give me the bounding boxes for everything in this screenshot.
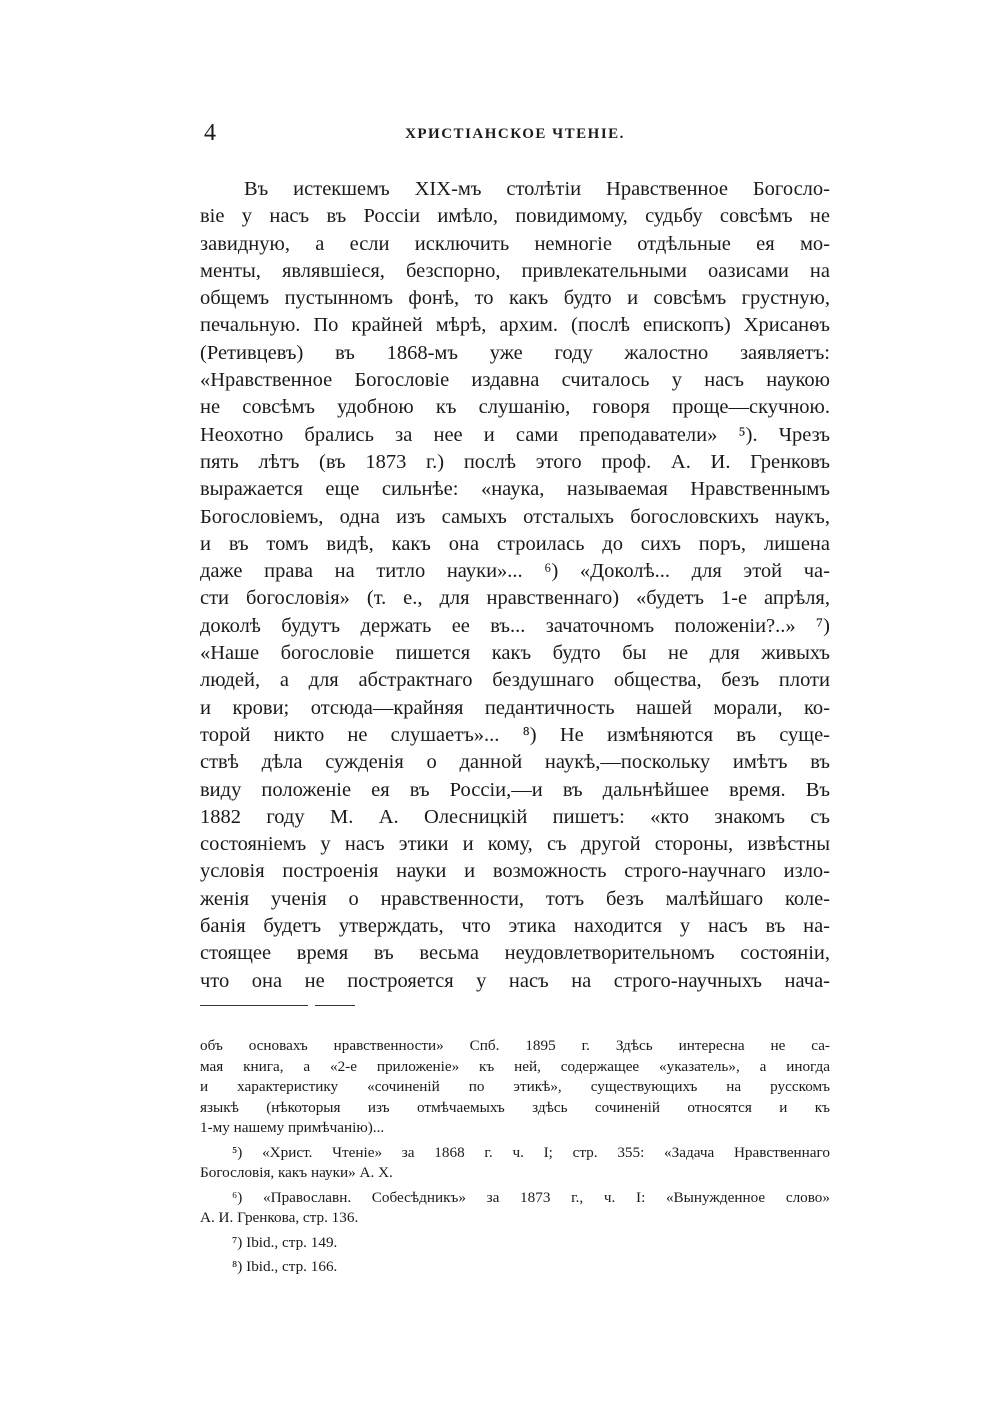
text-line: торой никто не слушаетъ»... ⁸) Не измѣняются въ суще- [200, 723, 830, 746]
text-line: и въ томъ видѣ, какъ она строилась до сихъ поръ, лишена [200, 532, 830, 555]
text-line: «Нравственное Богословіе издавна считалось у насъ наукою [200, 369, 830, 392]
footnote-line: мая книга, а «2-е приложеніе» къ ней, содержащее «указатель», а иногда [200, 1057, 830, 1075]
footnote-6: ⁶) «Православн. Собесѣдникъ» за 1873 г., ч. I: «Вынужденное слово» [232, 1188, 830, 1206]
footnote-7: ⁷) Ibid., стр. 149. [232, 1233, 338, 1251]
text-line: и крови; отсюда—крайняя педантичность нашей морали, ко- [200, 696, 830, 719]
text-line: Неохотно брались за нее и сами преподаватели» ⁵). Чрезъ [200, 423, 830, 446]
footnote-8: ⁸) Ibid., стр. 166. [232, 1258, 338, 1275]
text-line: банія будетъ утверждать, что этика находится у насъ въ на- [200, 915, 830, 938]
text-line: «Наше богословіе пишется какъ будто бы не для живыхъ [200, 642, 830, 665]
text-line: менты, являвшіеся, безспорно, привлекательными оазисами на [200, 259, 830, 282]
text-line: людей, а для абстрактнаго бездушнаго общества, безъ плоти [200, 669, 830, 692]
separator-segment [315, 1005, 355, 1006]
text-line: стоящее время въ весьма неудовлетворительномъ состояніи, [200, 942, 830, 965]
footnote-line: А. И. Гренкова, стр. 136. [200, 1209, 359, 1226]
page-number: 4 [204, 120, 216, 146]
footnote-line: объ основахъ нравственности» Спб. 1895 г. Здѣсь интересна не са- [200, 1037, 830, 1054]
text-line: ствѣ дѣла сужденія о данной наукѣ,—поскольку имѣтъ въ [200, 751, 830, 774]
page-header [200, 120, 830, 150]
main-text [200, 176, 830, 995]
footnotes [200, 1036, 830, 1278]
running-title: ХРИСТІАНСКОЕ ЧТЕНІЕ. [405, 126, 625, 142]
text-line: что она не построяется у насъ на строго-научныхъ нача- [200, 969, 830, 992]
text-line: завидную, а если исключить немногіе отдѣльные ея мо- [200, 232, 830, 255]
footnote-5: ⁵) «Христ. Чтеніе» за 1868 г. ч. I; стр. 355: «Задача Нравственнаго [232, 1143, 830, 1161]
separator-segment [200, 1005, 308, 1006]
footnote-line: и характеристику «сочиненій по этикѣ», существующихъ на русскомъ [200, 1078, 830, 1095]
text-line: Въ истекшемъ XIX-мъ столѣтіи Нравственное Богосло- [244, 178, 830, 200]
footnote-line: Богословія, какъ науки» А. Х. [200, 1164, 393, 1181]
footnote-line: языкѣ (нѣкоторыя изъ отмѣчаемыхъ здѣсь сочиненій относятся и къ [200, 1098, 830, 1116]
text-line: пять лѣтъ (въ 1873 г.) послѣ этого проф. А. И. Гренковъ [200, 450, 830, 473]
text-line: состояніемъ у насъ этики и кому, съ другой стороны, извѣстны [200, 833, 830, 856]
text-line: общемъ пустынномъ фонѣ, то какъ будто и совсѣмъ грустную, [200, 287, 830, 310]
text-line: доколѣ будутъ держать ее въ... зачаточномъ положеніи?..» ⁷) [200, 614, 830, 637]
text-line: віе у насъ въ Россіи имѣло, повидимому, судьбу совсѣмъ не [200, 205, 830, 228]
text-line: выражается еще сильнѣе: «наука, называемая Нравственнымъ [200, 478, 830, 501]
text-line: сти богословія» (т. е., для нравственнаго) «будетъ 1-е апрѣля, [200, 587, 830, 610]
text-line: женія ученія о нравственности, тотъ безъ малѣйшаго коле- [200, 887, 830, 910]
text-line: не совсѣмъ удобною къ слушанію, говоря проще—скучною. [200, 396, 830, 419]
text-line: условія построенія науки и возможность строго-научнаго изло- [200, 860, 830, 883]
text-line: виду положеніе ея въ Россіи,—и въ дальнѣйшее время. Въ [200, 778, 830, 801]
text-line: даже права на титло науки»... ⁶) «Доколѣ... для этой ча- [200, 560, 830, 583]
text-line: (Ретивцевъ) въ 1868-мъ уже году жалостно заявляетъ: [200, 341, 830, 364]
text-line: 1882 году М. А. Олесницкій пишетъ: «кто знакомъ съ [200, 805, 830, 828]
text-line: Богословіемъ, одна изъ самыхъ отсталыхъ богословскихъ наукъ, [200, 505, 830, 528]
text-line: печальную. По крайней мѣрѣ, архим. (послѣ епископъ) Хрисанѳъ [200, 314, 830, 337]
footnote-line: 1-му нашему примѣчанію)... [200, 1119, 385, 1136]
